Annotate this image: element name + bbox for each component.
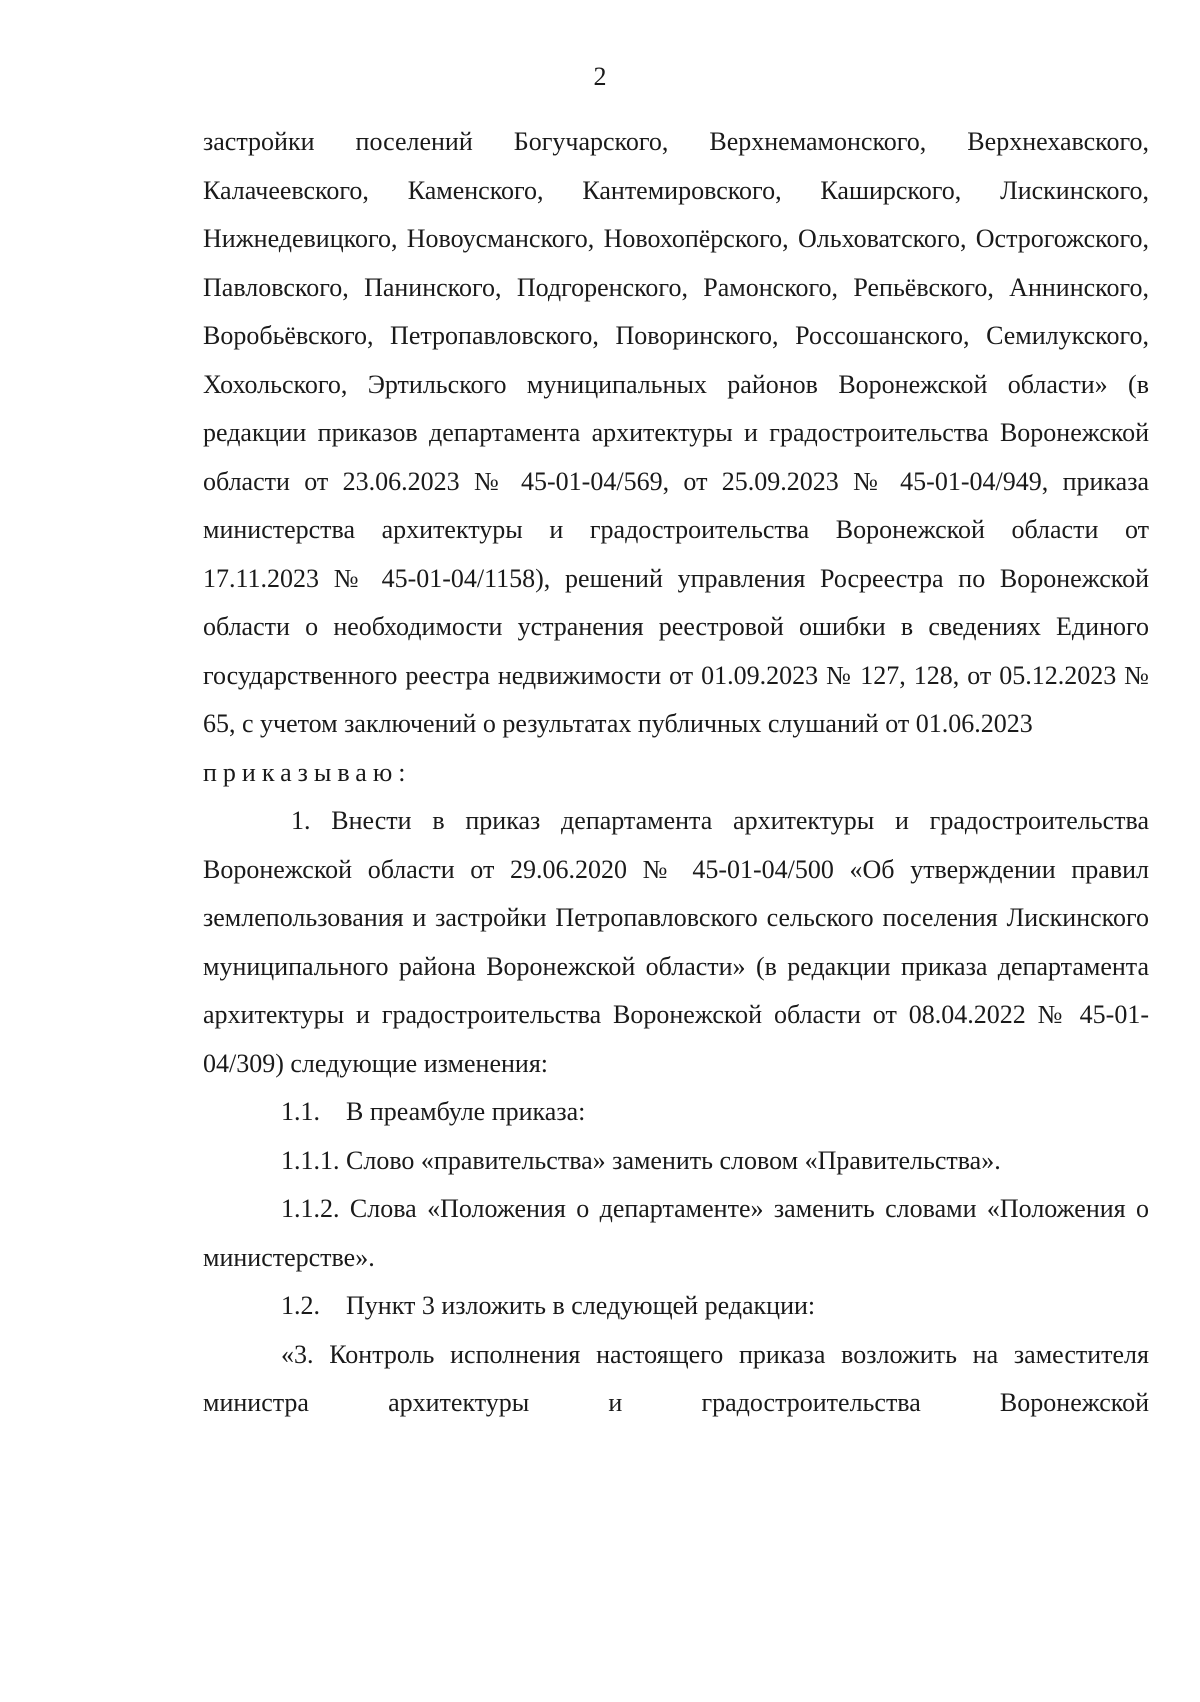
page-number: 2 [593, 62, 607, 91]
item-3-quote-paragraph: «3. Контроль исполнения настоящего приказа возложить на заместителя министра архитектуры и градостроительства Воронежской [203, 1339, 1149, 1417]
item-1-1-1-paragraph: 1.1.1. Слово «правительства» заменить словом «Правительства». [281, 1145, 1001, 1175]
item-1-2-paragraph: 1.2. Пункт 3 изложить в следующей редакции: [281, 1291, 816, 1320]
item-1-1-2-paragraph: 1.1.2. Слова «Положения о департаменте» заменить словами «Положения о министерстве». [203, 1194, 1149, 1272]
item-1-paragraph: 1. Внести в приказ департамента архитектуры и градостроительства Воронежской области от 29.06.2020 № 45-01-04/500 «Об утверждении правил землепользования и застройки Петропавловского сельского поселения Лискинского муниципального района Воронежской области» (в редакции приказа департамента архитектуры и градостроительства Воронежской области от 08.04.2022 № 45-01-04/309) следующие изменения: [203, 806, 1149, 1078]
document-body [203, 118, 1149, 1428]
order-word: приказываю: [203, 757, 412, 787]
item-1-1-paragraph: 1.1. В преамбуле приказа: [281, 1097, 586, 1126]
intro-paragraph: застройки поселений Богучарского, Верхнемамонского, Верхнехавского, Калачеевского, Каменского, Кантемировского, Каширского, Лискинского, Нижнедевицкого, Новоусманского, Новохопёрского, Ольховатского, Острогожского, Павловского, Панинского, Подгоренского, Рамонского, Репьёвского, Аннинского, Воробьёвского, Петропавловского, Поворинского, Россошанского, Семилукского, Хохольского, Эртильского муниципальных районов Воронежской области» (в редакции приказов департамента архитектуры и градостроительства Воронежской области от 23.06.2023 № 45-01-04/569, от 25.09.2023 № 45-01-04/949, приказа министерства архитектуры и градостроительства Воронежской области от 17.11.2023 № 45-01-04/1158), решений управления Росреестра по Воронежской области о необходимости устранения реестровой ошибки в сведениях Единого государственного реестра недвижимости от 01.09.2023 № 127, 128, от 05.12.2023 № 65, с учетом заключений о результатах публичных слушаний от 01.06.2023 [203, 127, 1149, 738]
